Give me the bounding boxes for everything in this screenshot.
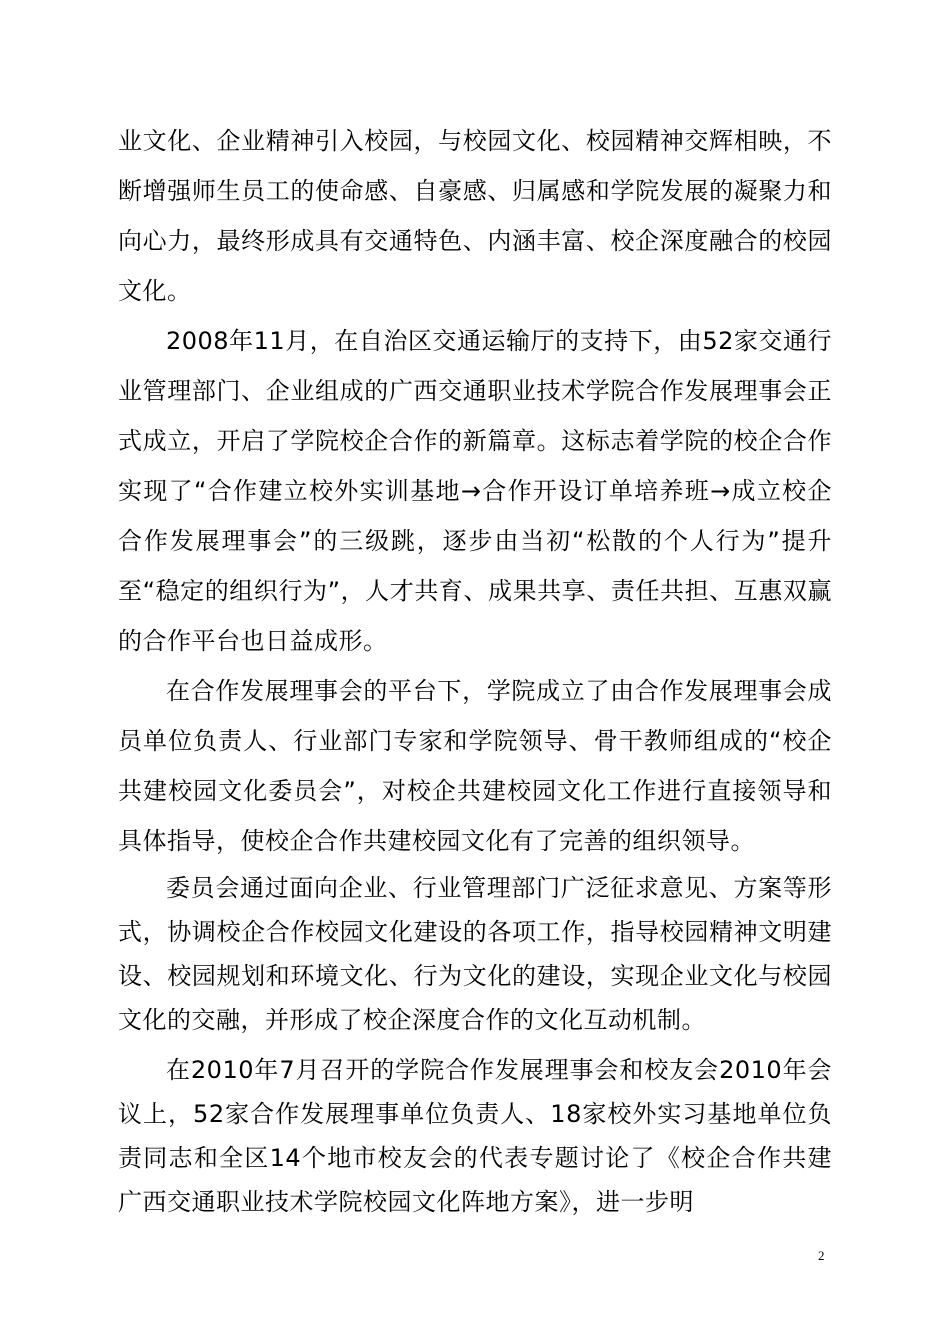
paragraph-1: 业文化、企业精神引入校园，与校园文化、校园精神交辉相映，不断增强师生员工的使命感、自豪感、归属感和学院发展的凝聚力和向心力，最终形成具有交通特色、内涵丰富、校企深度融合的校园文化。 <box>118 127 832 305</box>
paragraph-4: 委员会通过面向企业、行业管理部门广泛征求意见、方案等形式，协调校企合作校园文化建设的各项工作，指导校园精神文明建设、校园规划和环境文化、行为文化的建设，实现企业文化与校园文化的交融，并形成了校企深度合作的文化互动机制。 <box>118 874 832 1034</box>
body-text <box>118 116 832 1224</box>
page-number: 2 <box>818 1248 825 1263</box>
paragraph-2: 2008年11月，在自治区交通运输厅的支持下，由52家交通行业管理部门、企业组成的广西交通职业技术学院合作发展理事会正式成立，开启了学院校企合作的新篇章。这标志着学院的校企合作实现了“合作建立校外实训基地→合作开设订单培养班→成立校企合作发展理事会”的三级跳，逐步由当初“松散的个人行为”提升至“稳定的组织行为”，人才共育、成果共享、责任共担、互惠双赢的合作平台也日益成形。 <box>118 327 832 655</box>
paragraph-5: 在2010年7月召开的学院合作发展理事会和校友会2010年会议上，52家合作发展理事单位负责人、18家校外实习基地单位负责同志和全区14个地市校友会的代表专题讨论了《校企合作共建广西交通职业技术学院校园文化阵地方案》，进一步明 <box>118 1056 832 1216</box>
paragraph-3: 在合作发展理事会的平台下，学院成立了由合作发展理事会成员单位负责人、行业部门专家和学院领导、骨干教师组成的“校企共建校园文化委员会”，对校企共建校园文化工作进行直接领导和具体指导，使校企合作共建校园文化有了完善的组织领导。 <box>118 677 832 855</box>
